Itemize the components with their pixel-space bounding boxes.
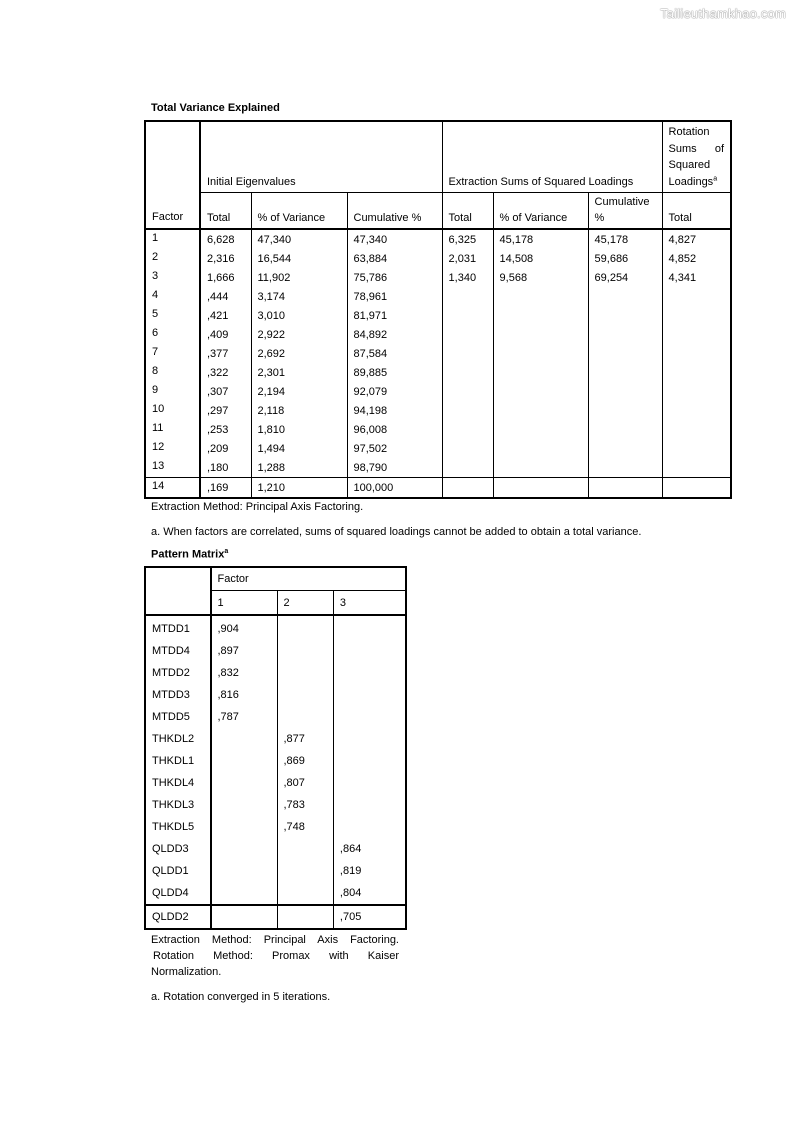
- cell-item: THKDL5: [152, 821, 195, 833]
- cell-init-cum: 100,000: [347, 478, 442, 499]
- cell-factor: 11: [152, 422, 164, 434]
- cell-factor: 13: [152, 460, 165, 472]
- cell-f3: [333, 728, 406, 750]
- table-row: [145, 794, 406, 816]
- pm-method-line1: Extraction Method: Principal Axis Factoring.: [151, 934, 399, 946]
- cell-init-total: ,444: [200, 287, 251, 306]
- ext-pct-header: % of Variance: [493, 193, 588, 230]
- cell-ext-total: [442, 287, 493, 306]
- cell-f2: [277, 882, 333, 905]
- cell-ext-total: [442, 325, 493, 344]
- cell-init-pct: 11,902: [251, 268, 347, 287]
- cell-item: MTDD2: [152, 667, 190, 679]
- cell-f1: [211, 772, 278, 794]
- total-variance-table: [144, 120, 732, 499]
- cell-rot-total: [662, 325, 731, 344]
- cell-f2: ,783: [277, 794, 333, 816]
- init-cum-header: Cumulative %: [347, 193, 442, 230]
- cell-f1: ,816: [211, 684, 278, 706]
- cell-ext-pct: [493, 382, 588, 401]
- cell-factor: 2: [152, 251, 159, 263]
- cell-init-cum: 78,961: [347, 287, 442, 306]
- table-row: [145, 325, 731, 344]
- cell-factor: 12: [152, 441, 165, 453]
- cell-ext-pct: [493, 306, 588, 325]
- cell-ext-cum: [588, 382, 662, 401]
- table-row: [145, 860, 406, 882]
- cell-item: THKDL2: [152, 733, 195, 745]
- cell-f1: ,832: [211, 662, 278, 684]
- pm-header-row-1: [145, 567, 406, 591]
- cell-init-pct: 2,118: [251, 401, 347, 420]
- cell-init-total: ,409: [200, 325, 251, 344]
- cell-init-cum: 98,790: [347, 458, 442, 478]
- cell-f3: ,804: [333, 882, 406, 905]
- rotation-header-line4: Loadings$^a$: [668, 174, 718, 188]
- cell-factor: 4: [152, 289, 159, 301]
- cell-init-cum: 47,340: [347, 229, 442, 249]
- cell-rot-total: [662, 306, 731, 325]
- cell-f2: ,748: [277, 816, 333, 838]
- init-pct-header: % of Variance: [251, 193, 347, 230]
- cell-init-total: 2,316: [200, 249, 251, 268]
- cell-ext-cum: [588, 363, 662, 382]
- cell-f3: [333, 794, 406, 816]
- cell-ext-cum: 59,686: [588, 249, 662, 268]
- table-row: [145, 363, 731, 382]
- cell-f1: [211, 860, 278, 882]
- cell-f3: ,864: [333, 838, 406, 860]
- cell-ext-cum: [588, 478, 662, 499]
- table-row: [145, 287, 731, 306]
- table-row: [145, 249, 731, 268]
- table-row: [145, 640, 406, 662]
- pm-col-2: 2: [277, 591, 333, 616]
- cell-init-pct: 2,692: [251, 344, 347, 363]
- cell-ext-cum: [588, 420, 662, 439]
- cell-ext-total: [442, 382, 493, 401]
- cell-init-cum: 92,079: [347, 382, 442, 401]
- table-row: [145, 382, 731, 401]
- cell-init-total: ,209: [200, 439, 251, 458]
- pm-col-3: 3: [333, 591, 406, 616]
- table-row: [145, 458, 731, 478]
- cell-init-total: ,169: [200, 478, 251, 499]
- cell-f1: [211, 728, 278, 750]
- cell-f3: [333, 706, 406, 728]
- cell-ext-total: [442, 439, 493, 458]
- watermark-text: Tailieuthamkhao.com: [660, 6, 786, 21]
- cell-f2: ,807: [277, 772, 333, 794]
- cell-item: MTDD4: [152, 645, 190, 657]
- cell-init-total: ,377: [200, 344, 251, 363]
- cell-item: QLDD4: [152, 887, 189, 899]
- cell-factor: 1: [152, 232, 159, 244]
- pm-method-line3: Normalization.: [151, 966, 222, 978]
- pm-col-1: 1: [211, 591, 278, 616]
- table-row: [145, 750, 406, 772]
- cell-init-pct: 3,174: [251, 287, 347, 306]
- rotation-header-line3: Squared: [668, 159, 711, 171]
- cell-init-pct: 47,340: [251, 229, 347, 249]
- table-row: [145, 478, 731, 499]
- cell-item: QLDD2: [145, 905, 211, 929]
- pm-corner: [145, 567, 211, 615]
- cell-item: MTDD1: [152, 623, 190, 635]
- cell-ext-cum: [588, 439, 662, 458]
- tve-extraction-note: Extraction Method: Principal Axis Factoring.: [151, 501, 364, 513]
- cell-init-total: 1,666: [200, 268, 251, 287]
- cell-ext-total: [442, 401, 493, 420]
- cell-f3: [333, 640, 406, 662]
- cell-rot-total: [662, 401, 731, 420]
- cell-rot-total: [662, 458, 731, 478]
- cell-init-pct: 1,494: [251, 439, 347, 458]
- total-variance-title: Total Variance Explained: [151, 102, 280, 114]
- cell-item: QLDD1: [152, 865, 189, 877]
- table-row: [145, 615, 406, 640]
- cell-f3: [333, 615, 406, 640]
- cell-rot-total: [662, 382, 731, 401]
- cell-rot-total: 4,827: [662, 229, 731, 249]
- ext-cum-header: [588, 193, 662, 230]
- cell-ext-total: [442, 363, 493, 382]
- cell-rot-total: [662, 439, 731, 458]
- cell-rot-total: [662, 420, 731, 439]
- table-row: [145, 268, 731, 287]
- ext-cum-header-line1: Cumulative: [594, 196, 650, 208]
- cell-init-cum: 63,884: [347, 249, 442, 268]
- cell-f1: [211, 794, 278, 816]
- cell-init-cum: 81,971: [347, 306, 442, 325]
- cell-factor: 10: [152, 403, 165, 415]
- cell-init-pct: 1,288: [251, 458, 347, 478]
- cell-ext-pct: 9,568: [493, 268, 588, 287]
- factor-header: Factor: [145, 121, 200, 229]
- cell-init-total: 6,628: [200, 229, 251, 249]
- table-row: [145, 728, 406, 750]
- cell-init-total: ,253: [200, 420, 251, 439]
- table-row: [145, 882, 406, 905]
- rotation-header-line2: Sums of: [668, 142, 725, 155]
- cell-ext-pct: [493, 478, 588, 499]
- table-row: [145, 838, 406, 860]
- rotation-header-line1: Rotation: [668, 126, 710, 138]
- cell-factor: 9: [152, 384, 159, 396]
- cell-ext-total: 1,340: [442, 268, 493, 287]
- cell-f2: [277, 615, 333, 640]
- cell-init-cum: 75,786: [347, 268, 442, 287]
- cell-ext-pct: [493, 439, 588, 458]
- cell-ext-pct: 14,508: [493, 249, 588, 268]
- cell-f2: [277, 860, 333, 882]
- cell-factor: 5: [152, 308, 159, 320]
- cell-init-cum: 97,502: [347, 439, 442, 458]
- cell-init-total: ,307: [200, 382, 251, 401]
- cell-f1: [211, 905, 278, 929]
- cell-item: THKDL4: [152, 777, 195, 789]
- cell-f1: [211, 750, 278, 772]
- cell-f3: [333, 662, 406, 684]
- cell-rot-total: [662, 363, 731, 382]
- cell-ext-cum: [588, 306, 662, 325]
- cell-f2: [277, 706, 333, 728]
- cell-init-cum: 94,198: [347, 401, 442, 420]
- cell-f2: [277, 640, 333, 662]
- cell-ext-cum: 69,254: [588, 268, 662, 287]
- pm-footnote: a. Rotation converged in 5 iterations.: [151, 991, 331, 1003]
- pm-factor-header: Factor: [211, 567, 407, 591]
- table-row: [145, 772, 406, 794]
- cell-ext-cum: [588, 401, 662, 420]
- cell-f2: [277, 905, 333, 929]
- cell-f3: [333, 750, 406, 772]
- cell-ext-cum: 45,178: [588, 229, 662, 249]
- cell-init-pct: 1,810: [251, 420, 347, 439]
- cell-ext-total: [442, 344, 493, 363]
- cell-ext-pct: [493, 325, 588, 344]
- cell-init-pct: 16,544: [251, 249, 347, 268]
- extraction-header: Extraction Sums of Squared Loadings: [442, 121, 662, 193]
- cell-f2: ,877: [277, 728, 333, 750]
- table-row: [145, 401, 731, 420]
- pm-method-note: [151, 932, 399, 980]
- table-row: [145, 306, 731, 325]
- init-total-header: Total: [200, 193, 251, 230]
- cell-f2: [277, 662, 333, 684]
- pattern-matrix-title: Pattern Matrix$^a$: [151, 548, 229, 561]
- cell-item: MTDD5: [152, 711, 190, 723]
- cell-ext-pct: [493, 401, 588, 420]
- cell-f3: [333, 816, 406, 838]
- cell-ext-pct: 45,178: [493, 229, 588, 249]
- table-row: [145, 439, 731, 458]
- cell-factor: 14: [145, 478, 200, 499]
- cell-f3: [333, 684, 406, 706]
- header-row-1: [145, 121, 731, 193]
- cell-ext-total: 2,031: [442, 249, 493, 268]
- cell-init-cum: 87,584: [347, 344, 442, 363]
- cell-item: QLDD3: [152, 843, 189, 855]
- cell-item: THKDL1: [152, 755, 195, 767]
- cell-init-total: ,180: [200, 458, 251, 478]
- cell-f1: ,787: [211, 706, 278, 728]
- cell-ext-total: [442, 420, 493, 439]
- cell-ext-total: [442, 458, 493, 478]
- cell-f1: [211, 838, 278, 860]
- table-row: [145, 905, 406, 929]
- cell-init-cum: 96,008: [347, 420, 442, 439]
- cell-ext-total: [442, 306, 493, 325]
- table-row: [145, 684, 406, 706]
- cell-ext-cum: [588, 344, 662, 363]
- cell-f3: ,819: [333, 860, 406, 882]
- cell-item: MTDD3: [152, 689, 190, 701]
- cell-ext-cum: [588, 287, 662, 306]
- cell-rot-total: [662, 478, 731, 499]
- cell-init-pct: 2,194: [251, 382, 347, 401]
- table-row: [145, 706, 406, 728]
- cell-f2: [277, 684, 333, 706]
- cell-ext-total: 6,325: [442, 229, 493, 249]
- cell-f1: [211, 882, 278, 905]
- cell-rot-total: 4,341: [662, 268, 731, 287]
- cell-rot-total: [662, 287, 731, 306]
- pattern-matrix-table: [144, 566, 407, 930]
- cell-item: THKDL3: [152, 799, 195, 811]
- cell-ext-pct: [493, 363, 588, 382]
- cell-ext-pct: [493, 458, 588, 478]
- cell-init-pct: 1,210: [251, 478, 347, 499]
- cell-factor: 3: [152, 270, 159, 282]
- table-row: [145, 420, 731, 439]
- cell-f1: ,904: [211, 615, 278, 640]
- cell-factor: 6: [152, 327, 159, 339]
- cell-init-pct: 2,922: [251, 325, 347, 344]
- cell-ext-cum: [588, 325, 662, 344]
- cell-factor: 8: [152, 365, 159, 377]
- cell-rot-total: 4,852: [662, 249, 731, 268]
- cell-init-total: ,322: [200, 363, 251, 382]
- cell-f2: ,869: [277, 750, 333, 772]
- cell-init-total: ,421: [200, 306, 251, 325]
- cell-f3: ,705: [333, 905, 406, 929]
- cell-ext-pct: [493, 287, 588, 306]
- table-row: [145, 229, 731, 249]
- cell-ext-cum: [588, 458, 662, 478]
- cell-f1: ,897: [211, 640, 278, 662]
- header-row-2: [145, 193, 731, 230]
- ext-cum-header-line2: %: [594, 212, 605, 224]
- cell-ext-pct: [493, 420, 588, 439]
- cell-f2: [277, 838, 333, 860]
- cell-factor: 7: [152, 346, 159, 358]
- ext-total-header: Total: [442, 193, 493, 230]
- rotation-header: [662, 121, 731, 193]
- pm-method-line2: Rotation Method: Promax with Kaiser: [153, 950, 399, 962]
- cell-init-cum: 89,885: [347, 363, 442, 382]
- table-row: [145, 816, 406, 838]
- cell-ext-pct: [493, 344, 588, 363]
- cell-f3: [333, 772, 406, 794]
- cell-init-pct: 2,301: [251, 363, 347, 382]
- rot-total-header: Total: [662, 193, 731, 230]
- initial-eigenvalues-header: Initial Eigenvalues: [200, 121, 442, 193]
- table-row: [145, 662, 406, 684]
- tve-footnote: a. When factors are correlated, sums of squared loadings cannot be added to obtain a total variance.: [151, 526, 642, 538]
- cell-init-pct: 3,010: [251, 306, 347, 325]
- cell-f1: [211, 816, 278, 838]
- cell-ext-total: [442, 478, 493, 499]
- table-row: [145, 344, 731, 363]
- cell-init-cum: 84,892: [347, 325, 442, 344]
- cell-rot-total: [662, 344, 731, 363]
- cell-init-total: ,297: [200, 401, 251, 420]
